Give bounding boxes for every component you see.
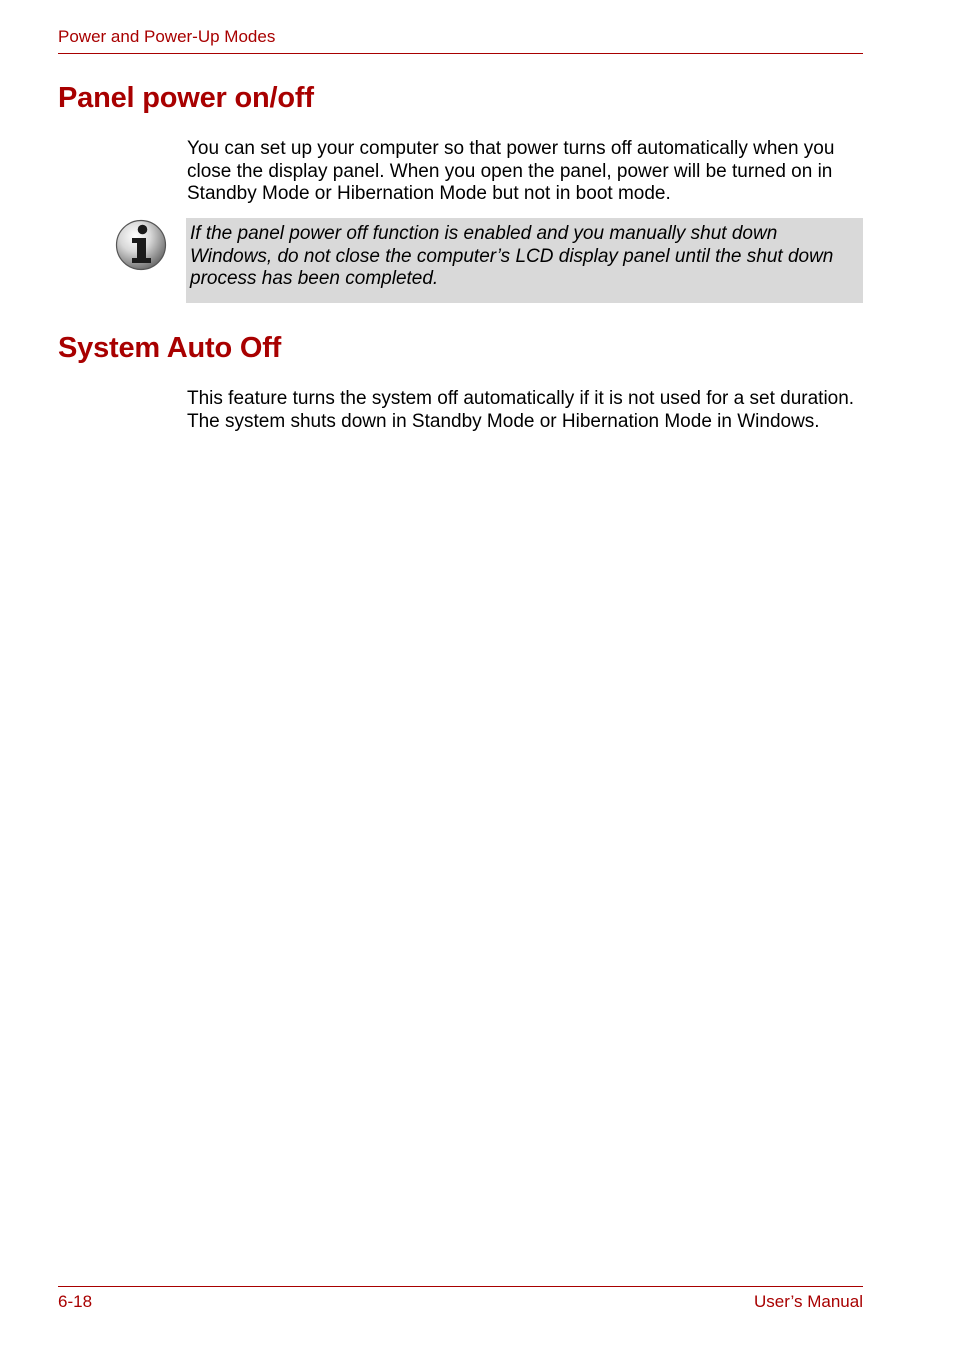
- section-body-system-auto-off: This feature turns the system off automatically if it is not used for a set duration. The system shuts down in Standby Mode or Hibernation Mode in Windows.: [187, 388, 855, 432]
- page-number: 6-18: [58, 1292, 93, 1311]
- section-heading-system-auto-off: System Auto Off: [58, 332, 282, 364]
- section-heading-panel-power: Panel power on/off: [58, 82, 314, 114]
- chapter-title: Power and Power-Up Modes: [58, 27, 276, 46]
- header-rule: [58, 53, 863, 54]
- manual-title: User’s Manual: [754, 1292, 863, 1311]
- note-box: [186, 218, 863, 303]
- section-body-panel-power: You can set up your computer so that power turns off automatically when you close the display panel. When you open the panel, power will be turned on in Standby Mode or Hibernation Mode but not in boot mode.: [187, 138, 835, 205]
- note-text: If the panel power off function is enabled and you manually shut down Windows, do not close the computer’s LCD display panel until the shut down process has been completed.: [190, 223, 834, 290]
- info-icon: [115, 218, 169, 272]
- footer-rule: [58, 1286, 863, 1287]
